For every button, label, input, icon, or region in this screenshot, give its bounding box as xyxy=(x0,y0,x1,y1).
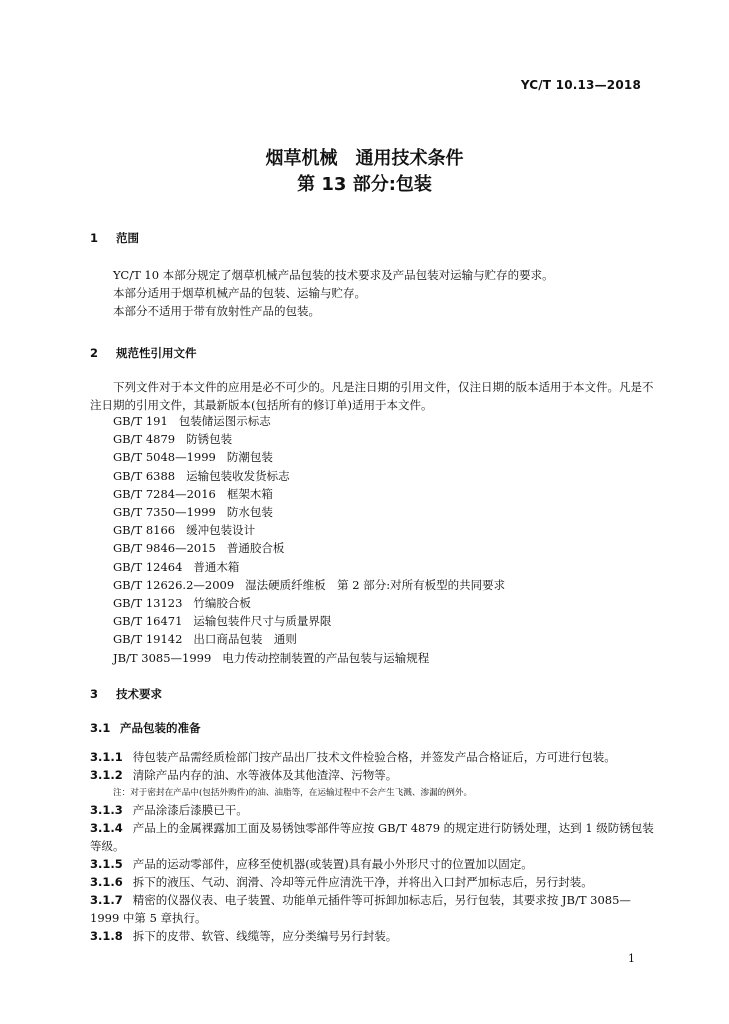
clause-number: 3.1.3 xyxy=(90,803,123,817)
clause-number: 3.1.7 xyxy=(90,893,123,907)
reference-item xyxy=(113,594,505,612)
clause-3-1-4 xyxy=(90,819,660,855)
clause-3-1-7 xyxy=(90,891,660,927)
clause-3-1-3 xyxy=(90,801,660,819)
clause-number: 3.1.8 xyxy=(90,929,123,943)
section-number: 2 xyxy=(90,346,99,360)
reference-list xyxy=(113,412,505,667)
reference-item xyxy=(113,412,505,430)
title-line-1: 烟草机械 通用技术条件 xyxy=(265,148,464,169)
reference-title: 缓冲包装设计 xyxy=(186,523,256,538)
reference-item xyxy=(113,521,505,539)
section-number: 3 xyxy=(90,687,99,701)
reference-code: GB/T 12464 xyxy=(113,559,183,574)
standard-code: YC/T 10.13—2018 xyxy=(520,78,641,92)
reference-code: GB/T 16471 xyxy=(113,614,183,629)
section-number: 1 xyxy=(90,231,99,245)
section-heading-technical-requirements xyxy=(90,686,162,702)
reference-title: 防锈包装 xyxy=(186,432,233,447)
normative-intro: 下列文件对于本文件的应用是必不可少的。凡是注日期的引用文件，仅注日期的版本适用于本文件。凡是不注日期的引用文件，其最新版本(包括所有的修订单)适用于本文件。 xyxy=(90,380,654,412)
section-title: 范围 xyxy=(116,231,139,245)
clause-number: 3.1.1 xyxy=(90,750,123,764)
clause-number: 3.1.2 xyxy=(90,768,123,782)
reference-code: GB/T 12626.2—2009 xyxy=(113,577,235,592)
reference-title: 湿法硬质纤维板 第 2 部分:对所有板型的共同要求 xyxy=(245,577,506,592)
reference-title: 普通木箱 xyxy=(193,559,240,574)
reference-item xyxy=(113,539,505,557)
reference-title: 出口商品包装 通则 xyxy=(193,632,297,647)
reference-code: GB/T 19142 xyxy=(113,632,183,647)
subsection-number: 3.1 xyxy=(90,721,111,735)
reference-item xyxy=(113,503,505,521)
reference-code: GB/T 5048—1999 xyxy=(113,450,216,465)
clause-number: 3.1.5 xyxy=(90,857,123,871)
clause-text: 拆下的皮带、软管、线缆等，应分类编号另行封装。 xyxy=(132,929,398,943)
clause-text: 精密的仪器仪表、电子装置、功能单元插件等可拆卸加标志后，另行包装，其要求按 JB/T 3085—1999 中第 5 章执行。 xyxy=(90,893,631,925)
section-title: 技术要求 xyxy=(116,687,162,701)
reference-code: JB/T 3085—1999 xyxy=(113,650,212,665)
reference-title: 普通胶合板 xyxy=(226,541,285,556)
clause-text: 产品的运动零部件，应移至使机器(或装置)具有最小外形尺寸的位置加以固定。 xyxy=(132,857,533,871)
reference-title: 运输包装收发货标志 xyxy=(186,468,290,483)
subsection-heading-preparation xyxy=(90,720,201,736)
reference-title: 电力传动控制装置的产品包装与运输规程 xyxy=(222,650,430,665)
clause-text: 待包装产品需经质检部门按产品出厂技术文件检验合格，并签发产品合格证后，方可进行包装。 xyxy=(132,750,616,764)
reference-title: 防水包装 xyxy=(226,505,273,520)
scope-paragraph-1: YC/T 10 本部分规定了烟草机械产品包装的技术要求及产品包装对运输与贮存的要求。 xyxy=(113,268,554,282)
reference-item xyxy=(113,630,505,648)
reference-code: GB/T 9846—2015 xyxy=(113,541,216,556)
clause-3-1-2 xyxy=(90,766,660,784)
reference-code: GB/T 191 xyxy=(113,414,168,428)
reference-item xyxy=(113,576,505,594)
clause-3-1-8 xyxy=(90,927,660,945)
clause-number: 3.1.6 xyxy=(90,875,123,889)
reference-code: GB/T 4879 xyxy=(113,432,176,447)
scope-paragraph-3: 本部分不适用于带有放射性产品的包装。 xyxy=(113,304,320,318)
page-number: 1 xyxy=(628,952,635,965)
reference-title: 竹编胶合板 xyxy=(193,596,251,611)
clause-number: 3.1.4 xyxy=(90,821,123,835)
clause-3-1-1 xyxy=(90,748,660,766)
clause-text: 产品涂漆后漆膜已干。 xyxy=(132,803,248,817)
reference-title: 包装储运图示标志 xyxy=(178,414,271,428)
section-heading-normative-references xyxy=(90,345,197,361)
document-title xyxy=(0,146,729,198)
reference-item xyxy=(113,612,505,630)
reference-title: 防潮包装 xyxy=(226,450,273,465)
scope-paragraph-2: 本部分适用于烟草机械产品的包装、运输与贮存。 xyxy=(113,286,366,300)
clause-3-1-5 xyxy=(90,855,660,873)
section-title: 规范性引用文件 xyxy=(116,346,197,360)
reference-title: 运输包装件尺寸与质量界限 xyxy=(193,614,332,629)
clause-text: 拆下的液压、气动、润滑、冷却等元件应清洗干净，并将出入口封严加标志后，另行封装。 xyxy=(132,875,593,889)
clause-note: 注：对于密封在产品中(包括外购件)的油、油脂等，在运输过程中不会产生飞溅、渗漏的例外。 xyxy=(113,788,473,798)
reference-code: GB/T 7350—1999 xyxy=(113,505,216,520)
reference-code: GB/T 7284—2016 xyxy=(113,486,216,501)
reference-item xyxy=(113,649,505,667)
clause-3-1-6 xyxy=(90,873,660,891)
reference-item xyxy=(113,467,505,485)
subsection-title: 产品包装的准备 xyxy=(120,721,201,735)
reference-item xyxy=(113,485,505,503)
clause-text: 产品上的金属裸露加工面及易锈蚀零部件等应按 GB/T 4879 的规定进行防锈处理，达到 1 级防锈包装等级。 xyxy=(90,821,654,853)
reference-code: GB/T 13123 xyxy=(113,596,183,611)
clause-text: 清除产品内存的油、水等液体及其他渣滓、污物等。 xyxy=(132,768,398,782)
section-heading-scope xyxy=(90,230,139,246)
reference-code: GB/T 6388 xyxy=(113,468,176,483)
reference-item xyxy=(113,430,505,448)
reference-item xyxy=(113,448,505,466)
title-line-2: 第 13 部分:包装 xyxy=(297,174,432,195)
reference-title: 框架木箱 xyxy=(226,486,273,501)
reference-code: GB/T 8166 xyxy=(113,523,176,538)
reference-item xyxy=(113,558,505,576)
